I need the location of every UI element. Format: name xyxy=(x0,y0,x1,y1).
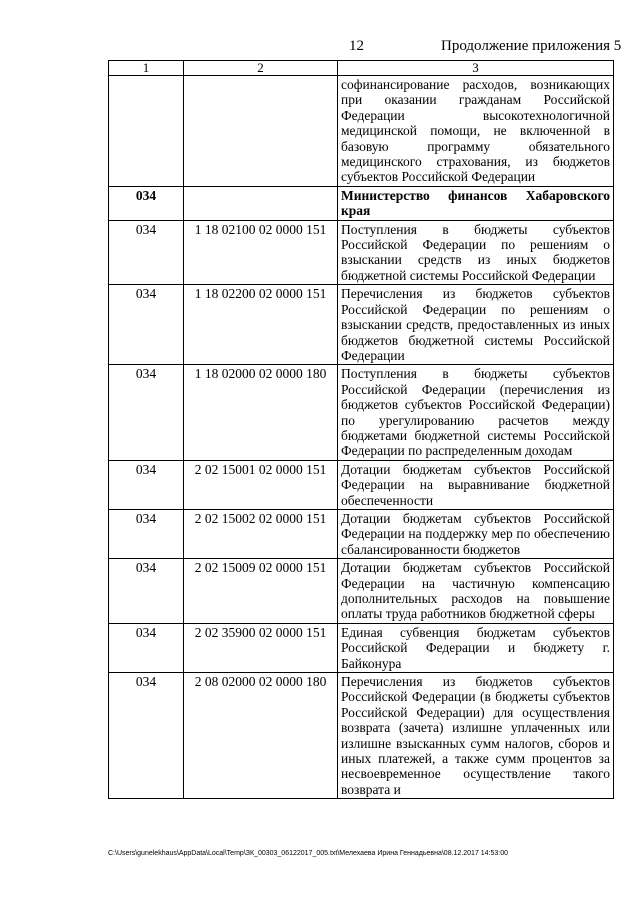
table-row xyxy=(109,76,614,187)
revenue-code-cell: 2 08 02000 02 0000 180 xyxy=(184,673,338,799)
table-row xyxy=(109,365,614,460)
description-cell: Дотации бюджетам субъектов Российской Федерации на частичную компенсацию дополнительных расходов на повышение оплаты труда работников бюджетной сферы xyxy=(338,559,614,624)
admin-code-cell xyxy=(109,76,184,187)
table-row xyxy=(109,460,614,509)
table-row xyxy=(109,509,614,558)
column-header-2: 2 xyxy=(184,61,338,76)
description-cell: Единая субвенция бюджетам субъектов Российской Федерации и бюджету г. Байконура xyxy=(338,623,614,672)
revenue-code-cell: 1 18 02100 02 0000 151 xyxy=(184,220,338,285)
table-row xyxy=(109,186,614,220)
description-cell: софинансирование расходов, возникающих при оказании гражданам Российской Федерации высокотехнологичной медицинской помощи, не включенной в базовую программу обязательного медицинского страхования, из бюджетов субъектов Российской Федерации xyxy=(338,76,614,187)
revenue-code-cell: 1 18 02000 02 0000 180 xyxy=(184,365,338,460)
table-row xyxy=(109,285,614,365)
page-number: 12 xyxy=(349,38,364,54)
admin-code-cell: 034 xyxy=(109,509,184,558)
column-header-3: 3 xyxy=(338,61,614,76)
column-header-1: 1 xyxy=(109,61,184,76)
file-path-footer: C:\Users\gunelekhaus\AppData\Local\Temp\ЗК_00303_06122017_005.txt\Мелехаева Ирина Геннадьевна\08.12.2017 14:53:00 xyxy=(108,850,509,857)
revenue-code-cell xyxy=(184,186,338,220)
admin-code-cell: 034 xyxy=(109,623,184,672)
admin-code-cell: 034 xyxy=(109,285,184,365)
description-cell: Поступления в бюджеты субъектов Российской Федерации (перечисления из бюджетов субъектов Российской Федерации) по урегулированию расчетов между бюджетами бюджетной системы Российской Федерации по распределенным доходам xyxy=(338,365,614,460)
revenue-code-cell: 2 02 15009 02 0000 151 xyxy=(184,559,338,624)
description-cell: Дотации бюджетам субъектов Российской Федерации на поддержку мер по обеспечению сбалансированности бюджетов xyxy=(338,509,614,558)
revenue-code-cell: 2 02 35900 02 0000 151 xyxy=(184,623,338,672)
admin-code-cell: 034 xyxy=(109,365,184,460)
table-body xyxy=(109,61,614,799)
description-cell: Дотации бюджетам субъектов Российской Федерации на выравнивание бюджетной обеспеченности xyxy=(338,460,614,509)
revenue-code-cell: 2 02 15001 02 0000 151 xyxy=(184,460,338,509)
description-cell: Министерство финансов Хабаровского края xyxy=(338,186,614,220)
admin-code-cell: 034 xyxy=(109,186,184,220)
description-cell: Перечисления из бюджетов субъектов Российской Федерации по решениям о взыскании средств, предоставленных из иных бюджетов бюджетной системы Российской Федерации xyxy=(338,285,614,365)
admin-code-cell: 034 xyxy=(109,460,184,509)
description-cell: Перечисления из бюджетов субъектов Российской Федерации (в бюджеты субъектов Российской Федерации) для осуществления возврата (зачета) излишне уплаченных или излишне взысканных сумм налогов, сборов и иных платежей, а также сумм процентов за несвоевременное осуществление такого возврата и xyxy=(338,673,614,799)
admin-code-cell: 034 xyxy=(109,559,184,624)
continuation-label: Продолжение приложения 5 xyxy=(441,38,622,54)
admin-code-cell: 034 xyxy=(109,220,184,285)
table-row xyxy=(109,559,614,624)
admin-code-cell: 034 xyxy=(109,673,184,799)
revenue-code-cell: 2 02 15002 02 0000 151 xyxy=(184,509,338,558)
revenue-code-cell xyxy=(184,76,338,187)
revenue-code-cell: 1 18 02200 02 0000 151 xyxy=(184,285,338,365)
budget-codes-table xyxy=(108,60,614,799)
table-header-row xyxy=(109,61,614,76)
table-row xyxy=(109,673,614,799)
table-row xyxy=(109,220,614,285)
description-cell: Поступления в бюджеты субъектов Российской Федерации по решениям о взыскании средств из иных бюджетов бюджетной системы Российской Федерации xyxy=(338,220,614,285)
table-row xyxy=(109,623,614,672)
